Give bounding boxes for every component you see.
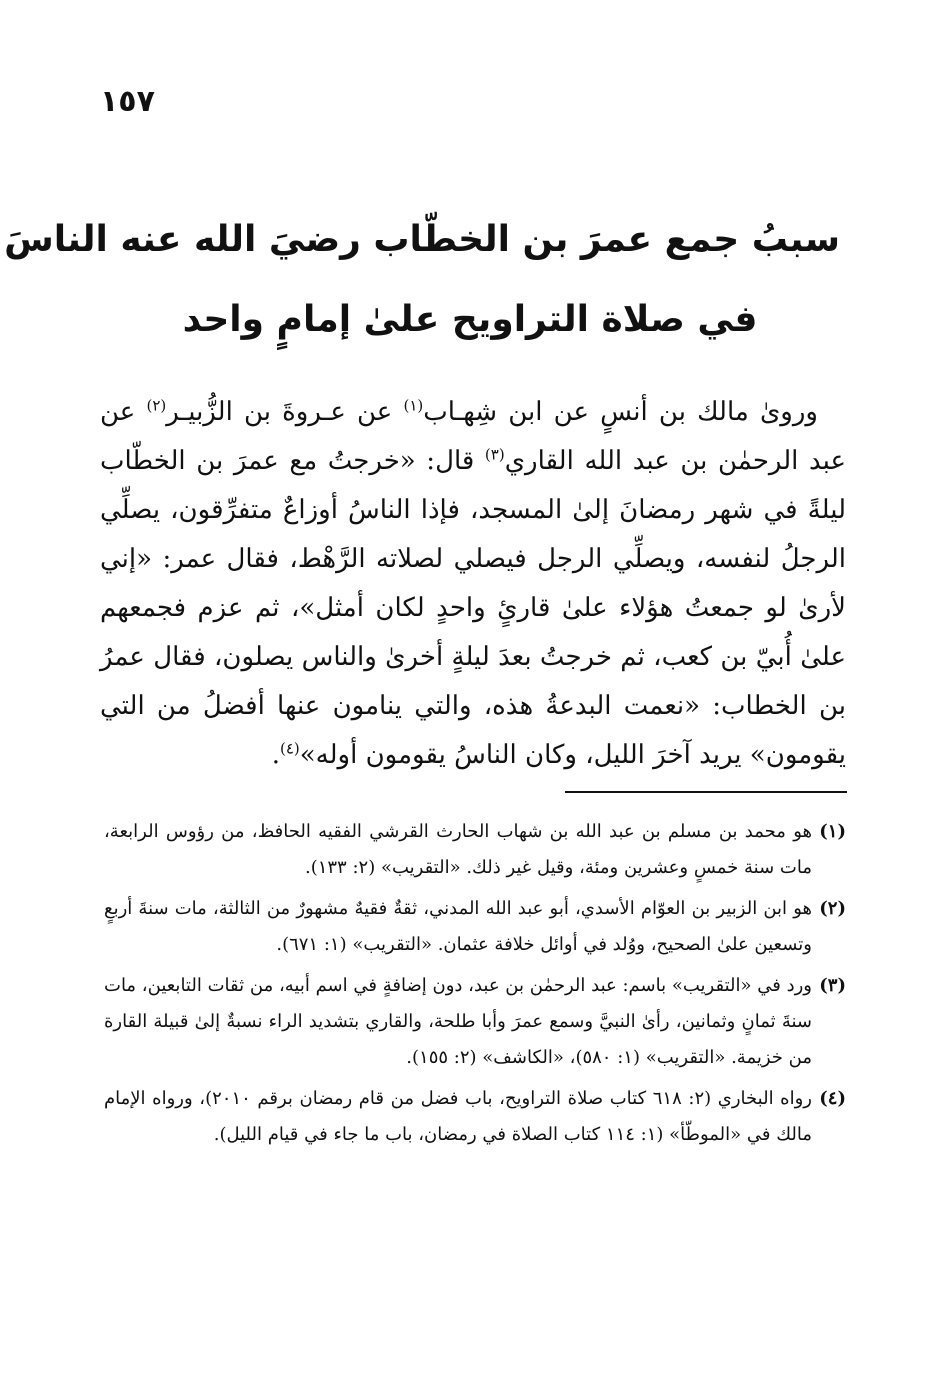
footnote-4 [104, 1081, 846, 1153]
footnote-text: هو محمد بن مسلم بن عبد الله بن شهاب الحارث القرشي الفقيه الحافظ، من رؤوس الرابعة، مات سنة خمسٍ وعشرين ومئة، وقيل غير ذلك. «التقريب» (٢: ١٣٣). [104, 821, 812, 878]
footnote-number: (٤) [819, 1088, 846, 1109]
text-segment: عن عـروةَ بن الزُّبيـر [166, 397, 404, 427]
footnote-ref-3[interactable]: (٣) [484, 445, 505, 464]
page-number: ١٥٧ [100, 84, 155, 119]
footnote-number: (٢) [819, 898, 846, 919]
footnote-number: (١) [819, 821, 846, 842]
footnote-text: ورد في «التقريب» باسم: عبد الرحمٰن بن عبد، دون إضافةٍ في اسم أبيه، من ثقات التابعين، مات سنةَ ثمانٍ وثمانين، رأىٰ النبيَّ وسمع عمرَ وأبا طلحة، والقاري بتشديد الراء نسبةٌ إلىٰ قبيلة القارة من خزيمة. «التقريب» (١: ٥٨٠)، «الكاشف» (٢: ١٥٥). [104, 975, 812, 1068]
footnote-ref-4[interactable]: (٤) [279, 739, 300, 758]
footnote-text: هو ابن الزبير بن العوّام الأسدي، أبو عبد الله المدني، ثقةٌ فقيهٌ مشهورٌ من الثالثة، مات سنةَ أربعٍ وتسعين علىٰ الصحيح، ووُلد في أوائل خلافة عثمان. «التقريب» (١: ٦٧١). [104, 898, 812, 955]
footnote-ref-2[interactable]: (٢) [146, 396, 167, 415]
chapter-title [4, 200, 840, 360]
main-paragraph [100, 388, 846, 780]
text-segment: عن عبد الرحمٰن بن عبد الله القاري [100, 397, 846, 476]
footnote-1 [104, 814, 846, 886]
footnotes [104, 814, 846, 1158]
chapter-title-line-1: سببُ جمع عمرَ بن الخطّاب رضيَ الله عنه الناسَ [4, 219, 840, 260]
text-segment: قال: «خرجتُ مع عمرَ بن الخطّاب ليلةً في شهر رمضانَ إلىٰ المسجد، فإذا الناسُ أوزاعٌ متفرِّقون، يصلِّي الرجلُ لنفسه، ويصلِّي الرجل فيصلي لصلاته الرَّهْط، فقال عمر: «إني لأریٰ لو جمعتُ هؤلاء علىٰ قارئٍ واحدٍ لكان أمثل»، ثم عزم فجمعهم علىٰ أُبيّ بن كعب، ثم خرجتُ بعدَ ليلةٍ أخرىٰ والناس يصلون، فقال عمرُ بن الخطاب: «نعمت البدعةُ هذه، والتي ينامون عنها أفضلُ من التي يقومون» يريد آخرَ الليل، وكان الناسُ يقومون أوله» [100, 446, 846, 770]
footnote-2 [104, 891, 846, 963]
footnote-3 [104, 968, 846, 1076]
paragraph [100, 388, 846, 780]
chapter-title-line-2: في صلاة التراويح علىٰ إمامٍ واحد [182, 299, 758, 340]
footnote-number: (٣) [819, 975, 846, 996]
footnote-text: رواه البخاري (٢: ٦١٨ كتاب صلاة التراويح، باب فضل من قام رمضان برقم ٢٠١٠)، ورواه الإمام مالك في «الموطّأ» (١: ١١٤ كتاب الصلاة في رمضان، باب ما جاء في قيام الليل). [104, 1088, 812, 1145]
text-segment: . [271, 740, 280, 770]
footnote-ref-1[interactable]: (١) [403, 396, 424, 415]
footnote-separator [565, 791, 847, 793]
text-segment: ورویٰ مالك بن أنسٍ عن ابن شِهـاب [423, 397, 818, 427]
